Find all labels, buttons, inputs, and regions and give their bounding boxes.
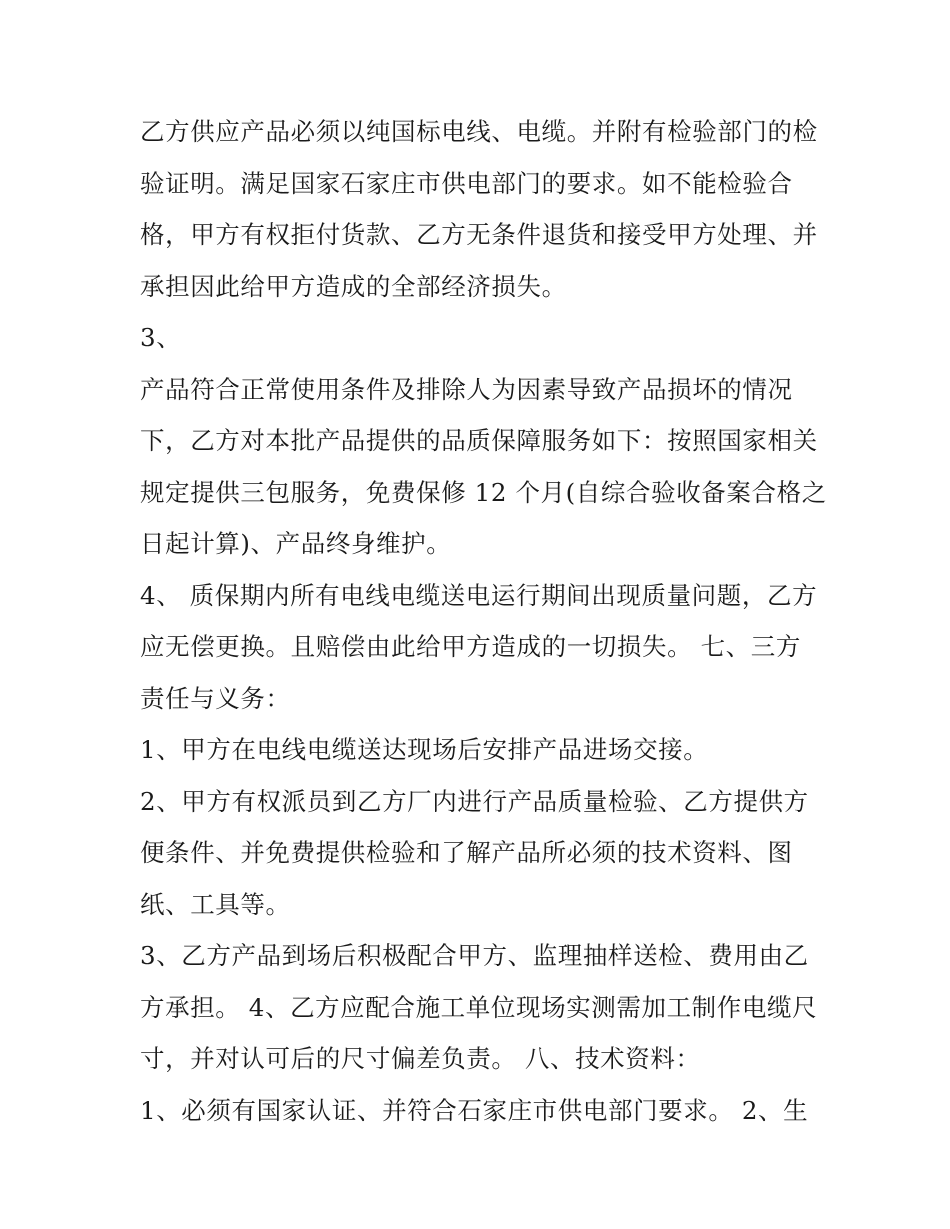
text-line: 3、 xyxy=(140,323,182,352)
text-line: 便条件、并免费提供检验和了解产品所必须的技术资料、图 xyxy=(140,838,793,867)
text-line: 格，甲方有权拒付货款、乙方无条件退货和接受甲方处理、并 xyxy=(140,220,818,249)
text-line: 日起计算)、产品终身维护。 xyxy=(140,529,452,558)
text-line: 产品符合正常使用条件及排除人为因素导致产品损坏的情况 xyxy=(140,374,793,404)
text-line: 乙方供应产品必须以纯国标电线、电缆。并附有检验部门的检 xyxy=(140,117,818,146)
text-line: 纸、工具等。 xyxy=(140,889,291,919)
text-line: 承担因此给甲方造成的全部经济损失。 xyxy=(140,271,567,301)
text-line: 应无偿更换。且赔偿由此给甲方造成的一切损失。 七、三方 xyxy=(140,632,801,661)
text-line: 责任与义务： xyxy=(140,683,291,713)
document-body xyxy=(140,106,827,1136)
text-line: 寸，并对认可后的尺寸偏差负责。 八、技术资料： xyxy=(140,1044,701,1073)
text-line: 3、乙方产品到场后积极配合甲方、监理抽样送检、费用由乙 xyxy=(140,941,809,970)
text-line: 规定提供三包服务，免费保修 12 个月(自综合验收备案合格之 xyxy=(140,477,827,507)
text-line: 方承担。 4、乙方应配合施工单位现场实测需加工制作电缆尺 xyxy=(140,992,818,1022)
text-line: 4、 质保期内所有电线电缆送电运行期间出现质量问题，乙方 xyxy=(140,580,818,610)
text-line: 验证明。满足国家石家庄市供电部门的要求。如不能检验合 xyxy=(140,168,793,198)
text-line: 1、甲方在电线电缆送达现场后安排产品进场交接。 xyxy=(140,735,709,764)
text-line: 1、必须有国家认证、并符合石家庄市供电部门要求。 2、生 xyxy=(140,1095,809,1125)
text-line: 2、甲方有权派员到乙方厂内进行产品质量检验、乙方提供方 xyxy=(140,786,809,816)
text-line: 下，乙方对本批产品提供的品质保障服务如下：按照国家相关 xyxy=(140,426,818,455)
